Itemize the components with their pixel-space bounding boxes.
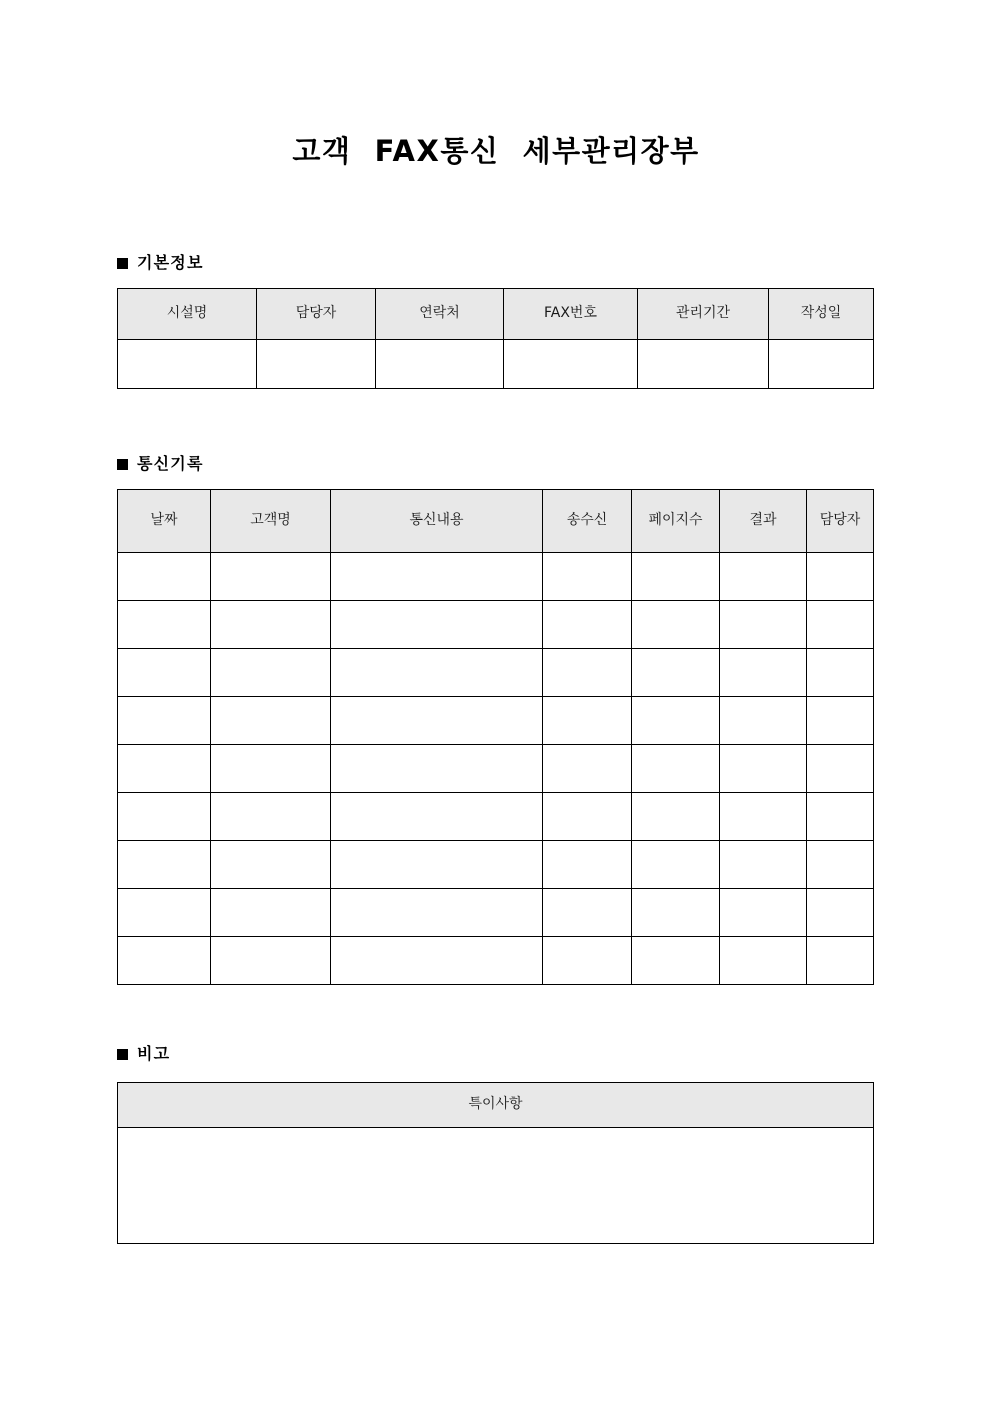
cell-contact[interactable] [376,340,504,389]
cell-send-receive[interactable] [543,793,632,841]
cell-page-count[interactable] [632,793,720,841]
column-header-send-receive: 송수신 [543,490,632,553]
cell-staff[interactable] [807,601,874,649]
column-header-created-date: 작성일 [769,289,874,340]
section-label-records: 통신기록 [137,454,204,473]
cell-content[interactable] [331,601,543,649]
cell-page-count[interactable] [632,649,720,697]
basic-info-table [117,288,874,389]
column-header-manager: 담당자 [257,289,376,340]
filled-square-bullet-icon [117,1049,128,1060]
cell-date[interactable] [118,793,211,841]
filled-square-bullet-icon [117,258,128,269]
table-row [118,601,874,649]
cell-customer-name[interactable] [211,745,331,793]
page-title: 고객 FAX통신 세부관리장부 [292,134,700,168]
cell-send-receive[interactable] [543,649,632,697]
cell-result[interactable] [720,937,807,985]
table-row [118,793,874,841]
cell-customer-name[interactable] [211,793,331,841]
column-header-contact: 연락처 [376,289,504,340]
table-header-row [118,490,874,553]
remarks-table [117,1082,874,1244]
cell-staff[interactable] [807,697,874,745]
cell-staff[interactable] [807,889,874,937]
cell-facility-name[interactable] [118,340,257,389]
filled-square-bullet-icon [117,459,128,470]
cell-fax-number[interactable] [504,340,638,389]
table-row [118,937,874,985]
records-table-body [118,553,874,985]
cell-customer-name[interactable] [211,841,331,889]
column-header-special-notes: 특이사항 [118,1083,874,1128]
cell-content[interactable] [331,889,543,937]
cell-manager[interactable] [257,340,376,389]
column-header-date: 날짜 [118,490,211,553]
cell-content[interactable] [331,793,543,841]
cell-page-count[interactable] [632,841,720,889]
cell-result[interactable] [720,745,807,793]
cell-date[interactable] [118,649,211,697]
cell-management-period[interactable] [638,340,769,389]
cell-date[interactable] [118,937,211,985]
cell-date[interactable] [118,601,211,649]
table-row [118,841,874,889]
table-header-row [118,1083,874,1128]
column-header-facility-name: 시설명 [118,289,257,340]
cell-send-receive[interactable] [543,697,632,745]
cell-staff[interactable] [807,649,874,697]
cell-result[interactable] [720,793,807,841]
column-header-staff: 담당자 [807,490,874,553]
column-header-customer-name: 고객명 [211,490,331,553]
cell-customer-name[interactable] [211,937,331,985]
cell-page-count[interactable] [632,553,720,601]
cell-result[interactable] [720,649,807,697]
cell-content[interactable] [331,649,543,697]
cell-created-date[interactable] [769,340,874,389]
column-header-page-count: 페이지수 [632,490,720,553]
column-header-content: 통신내용 [331,490,543,553]
cell-result[interactable] [720,841,807,889]
cell-customer-name[interactable] [211,553,331,601]
cell-staff[interactable] [807,841,874,889]
table-row [118,340,874,389]
cell-page-count[interactable] [632,601,720,649]
table-header-row [118,289,874,340]
cell-send-receive[interactable] [543,601,632,649]
table-row [118,649,874,697]
cell-page-count[interactable] [632,697,720,745]
table-row [118,553,874,601]
cell-send-receive[interactable] [543,889,632,937]
table-row [118,697,874,745]
table-row [118,889,874,937]
cell-send-receive[interactable] [543,745,632,793]
cell-date[interactable] [118,841,211,889]
cell-staff[interactable] [807,553,874,601]
cell-result[interactable] [720,697,807,745]
cell-result[interactable] [720,601,807,649]
cell-result[interactable] [720,889,807,937]
cell-content[interactable] [331,745,543,793]
cell-customer-name[interactable] [211,889,331,937]
column-header-result: 결과 [720,490,807,553]
cell-customer-name[interactable] [211,649,331,697]
cell-date[interactable] [118,745,211,793]
cell-page-count[interactable] [632,937,720,985]
cell-content[interactable] [331,553,543,601]
cell-staff[interactable] [807,793,874,841]
section-heading-remarks [117,1046,170,1062]
cell-customer-name[interactable] [211,601,331,649]
communication-records-table [117,489,874,985]
cell-customer-name[interactable] [211,697,331,745]
cell-special-notes[interactable] [118,1128,874,1244]
cell-staff[interactable] [807,745,874,793]
cell-content[interactable] [331,937,543,985]
cell-content[interactable] [331,841,543,889]
column-header-management-period: 관리기간 [638,289,769,340]
cell-date[interactable] [118,553,211,601]
cell-send-receive[interactable] [543,841,632,889]
section-heading-records [117,456,204,472]
cell-result[interactable] [720,553,807,601]
column-header-fax-number: FAX번호 [504,289,638,340]
section-label-remarks: 비고 [137,1044,171,1063]
cell-send-receive[interactable] [543,553,632,601]
cell-date[interactable] [118,697,211,745]
section-label-basic: 기본정보 [137,253,204,272]
cell-content[interactable] [331,697,543,745]
cell-send-receive[interactable] [543,937,632,985]
section-heading-basic [117,255,204,271]
cell-page-count[interactable] [632,745,720,793]
cell-page-count[interactable] [632,889,720,937]
table-row [118,745,874,793]
table-row [118,1128,874,1244]
cell-date[interactable] [118,889,211,937]
cell-staff[interactable] [807,937,874,985]
